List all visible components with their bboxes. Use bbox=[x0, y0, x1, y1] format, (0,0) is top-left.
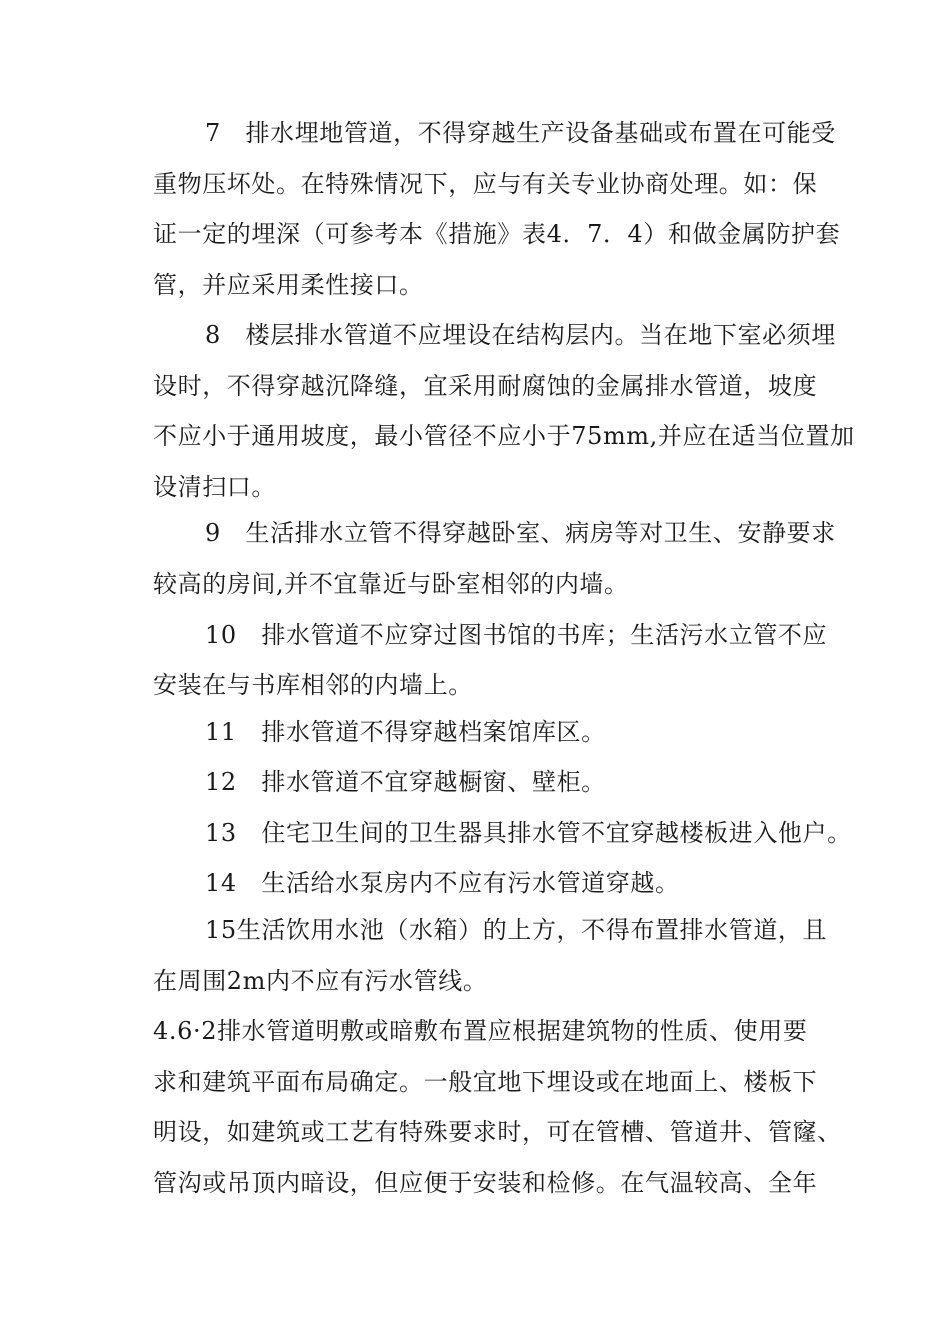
text-line: 管，并应采用柔性接口。 bbox=[153, 271, 424, 299]
text-line: 10 排水管道不应穿过图书馆的书库；生活污水立管不应 bbox=[205, 621, 828, 649]
text-line: 4.6·2排水管道明敷或暗敷布置应根据建筑物的性质、使用要 bbox=[153, 1017, 808, 1045]
text-line: 14 生活给水泵房内不应有污水管道穿越。 bbox=[205, 869, 680, 897]
text-line: 13 住宅卫生间的卫生器具排水管不宜穿越楼板进入他户。 bbox=[205, 819, 852, 847]
text-line: 设时，不得穿越沉降缝，宜采用耐腐蚀的金属排水管道，坡度 bbox=[153, 372, 818, 400]
text-line: 证一定的埋深（可参考本《措施》表4．7．4）和做金属防护套 bbox=[153, 220, 841, 248]
text-line: 12 排水管道不宜穿越橱窗、壁柜。 bbox=[205, 768, 606, 796]
text-line: 设清扫口。 bbox=[153, 473, 276, 501]
text-line: 不应小于通用坡度，最小管径不应小于75mm,并应在适当位置加 bbox=[153, 422, 855, 450]
text-line: 15生活饮用水池（水箱）的上方，不得布置排水管道，且 bbox=[205, 916, 828, 944]
text-line: 8 楼层排水管道不应埋设在结构层内。当在地下室必须埋 bbox=[205, 321, 836, 349]
text-line: 求和建筑平面布局确定。一般宜地下埋设或在地面上、楼板下 bbox=[153, 1068, 818, 1096]
text-line: 明设，如建筑或工艺有特殊要求时，可在管槽、管道井、管窿、 bbox=[153, 1118, 842, 1146]
text-line: 安装在与书库相邻的内墙上。 bbox=[153, 671, 473, 699]
text-line: 在周围2m内不应有污水管线。 bbox=[153, 967, 488, 995]
text-line: 11 排水管道不得穿越档案馆库区。 bbox=[205, 718, 606, 746]
text-line: 重物压坏处。在特殊情况下，应与有关专业协商处理。如：保 bbox=[153, 170, 818, 198]
text-line: 7 排水埋地管道，不得穿越生产设备基础或布置在可能受 bbox=[205, 119, 836, 147]
text-line: 较高的房间,并不宜靠近与卧室相邻的内墙。 bbox=[153, 570, 629, 598]
text-line: 9 生活排水立管不得穿越卧室、病房等对卫生、安静要求 bbox=[205, 519, 836, 547]
text-line: 管沟或吊顶内暗设，但应便于安装和检修。在气温较高、全年 bbox=[153, 1169, 818, 1197]
